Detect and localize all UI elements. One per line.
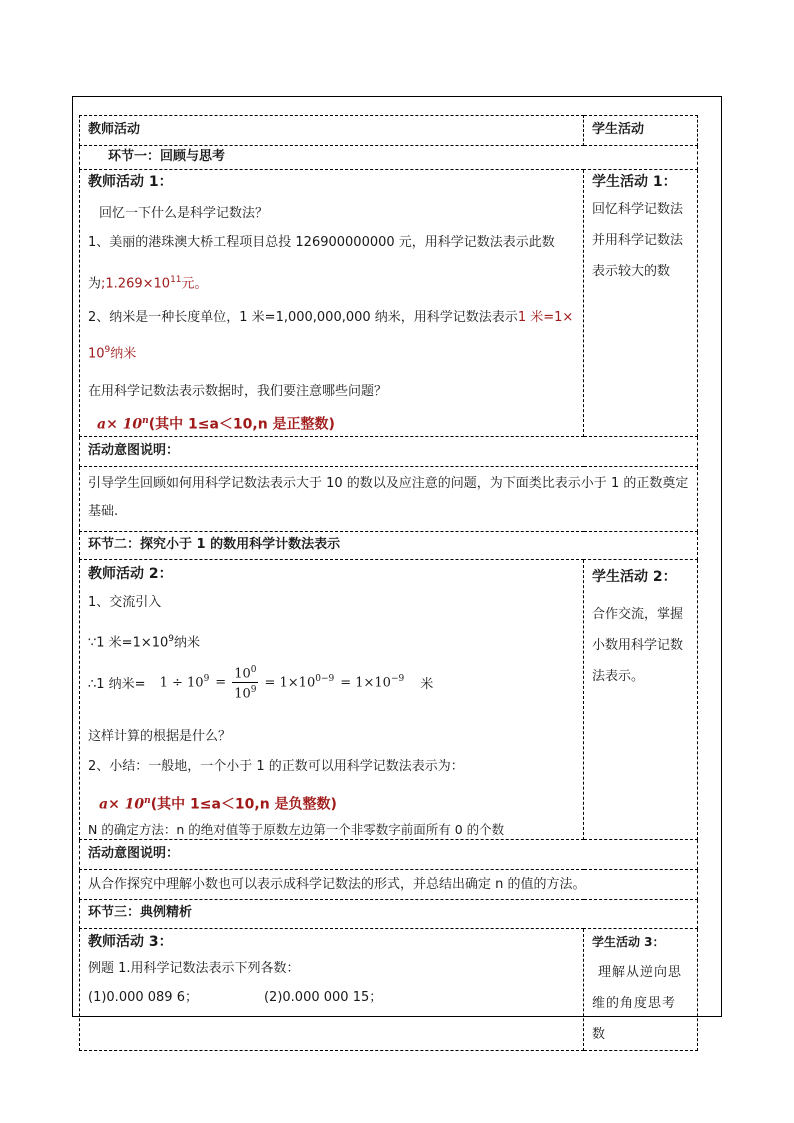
section-3-title-row: [80, 899, 698, 928]
section-2-teacher-cell: [80, 559, 584, 839]
section-2-formula-exp: n: [144, 796, 151, 807]
section-1-formula-note: (其中 1≤a＜10,n 是正整数): [148, 415, 335, 432]
section-1-student-line-2: 并用科学记数法: [592, 233, 684, 248]
section-2-p5: 2、小结：一般地，一个小于 1 的正数可以用科学记数法表示为：: [88, 759, 464, 775]
section-1-p3b: [88, 341, 575, 363]
section-2-frac-num-exp: 0: [250, 665, 257, 676]
section-3-student-cell: [584, 928, 698, 1050]
section-2-p1: 1、交流引入: [88, 594, 162, 610]
section-2-intent-row: [80, 869, 698, 899]
section-2-p3-calc-exp: 9: [203, 674, 210, 685]
section-2-frac-num-base: 10: [234, 666, 251, 682]
section-1-student-line-3: 表示较大的数: [592, 264, 671, 279]
section-3-student-line-1: 理解从逆向思: [598, 964, 683, 980]
section-1-p3a-text: 2、纳米是一种长度单位，1 米=1,000,000,000 纳米，用科学记数法表示: [88, 310, 518, 326]
section-2-student-line-3: 法表示。: [592, 668, 645, 684]
section-2-activity-row: [80, 559, 698, 839]
section-1-intent-title: 活动意图说明：: [80, 436, 698, 466]
section-2-student-cell: [584, 559, 698, 839]
section-3-p2: [88, 989, 575, 1007]
section-1-student-cell: [584, 170, 698, 437]
section-1-student-title: 学生活动 1：: [592, 174, 677, 190]
section-2-intent-title: 活动意图说明：: [80, 839, 698, 869]
section-1-intent-title-row: [80, 436, 698, 466]
section-1-p3a-red: 1 米=1×: [517, 310, 574, 326]
section-1-p2b-post: 元。: [181, 276, 208, 292]
section-3-title: 环节三：典例精析: [80, 899, 698, 928]
section-2-frac-den: [232, 683, 258, 701]
section-2-p3-calc: [160, 674, 210, 690]
section-1-intent-text: 引导学生回顾如何用科学记数法表示大于 10 的数以及应注意的问题，为下面类比表示小于 1 的正数奠定基础.: [80, 466, 698, 531]
section-3-teacher-cell: [80, 928, 584, 1050]
section-1-p2b-exp: 11: [170, 275, 182, 285]
section-2-p3-unit: 米: [420, 676, 434, 692]
section-3-student-line-2: 维的角度思考数: [592, 995, 677, 1042]
lesson-plan-table: [79, 115, 698, 1051]
section-2-intent-title-row: [80, 839, 698, 869]
section-2-p3-mid-base: = 1×10: [264, 675, 316, 691]
section-1-p3b-exp: 9: [104, 345, 111, 356]
section-2-p3-eq: =: [215, 674, 227, 690]
section-1-p2a: 1、美丽的港珠澳大桥工程项目总投 126900000000 元，用科学记数法表示此数: [88, 235, 555, 250]
section-2-intent-text: 从合作探究中理解小数也可以表示成科学记数法的形式，并总结出确定 n 的值的方法。: [80, 869, 698, 899]
section-1-p1: 回忆一下什么是科学记数法？: [99, 206, 269, 221]
header-teacher: 教师活动: [80, 116, 584, 146]
section-1-p2b-value: 1.269×10: [105, 276, 171, 292]
section-2-p3-end-base: = 1×10: [340, 675, 391, 691]
header-row: [80, 116, 698, 146]
section-2-p2: [88, 630, 575, 652]
section-2-fraction: [232, 663, 258, 701]
section-2-p2-post: 纳米: [174, 635, 201, 651]
section-2-formula: [88, 790, 575, 816]
section-2-title: 环节二：探究小于 1 的数用科学计数法表示: [80, 531, 698, 559]
section-1-activity-row: [80, 170, 698, 437]
section-1-teacher-cell: [80, 170, 584, 437]
section-3-p2a: (1)0.000 089 6；: [88, 989, 198, 1005]
section-2-student-line-1: 合作交流，掌握: [592, 606, 684, 622]
section-2-p3: [88, 662, 575, 702]
section-3-p1: 例题 1.用科学记数法表示下列各数：: [88, 960, 300, 976]
section-2-p4: 这样计算的根据是什么？: [88, 729, 232, 745]
section-1-title-row: [80, 146, 698, 170]
section-1-student-line-1: 回忆科学记数法: [592, 202, 684, 217]
section-2-p2-exp: 9: [168, 633, 175, 644]
section-3-p2b: (2)0.000 000 15；: [263, 989, 383, 1005]
section-2-formula-base: a× 10: [99, 796, 145, 813]
section-3-activity-row: [80, 928, 698, 1050]
section-2-frac-num: [232, 663, 258, 682]
section-3-student-title: 学生活动 3：: [592, 934, 665, 949]
section-2-title-row: [80, 531, 698, 559]
section-2-p3-pre: ∴1 纳米=: [88, 676, 146, 692]
section-1-p2b-pre: 为: [88, 276, 102, 292]
section-1-p3b-post: 纳米: [110, 346, 137, 362]
section-2-p6: N 的确定方法：n 的绝对值等于原数左边第一个非零数字前面所有 0 的个数: [88, 821, 505, 837]
section-2-frac-den-exp: 9: [250, 684, 257, 695]
section-1-p3b-base: 10: [88, 346, 105, 362]
section-3-teacher-title: 教师活动 3：: [88, 933, 173, 950]
section-2-p2-pre: ∵1 米=1×10: [88, 635, 169, 651]
section-2-p3-end: [340, 674, 404, 690]
section-1-formula-base: a× 10: [97, 415, 143, 432]
section-2-p3-calc-base: 1 ÷ 10: [159, 675, 204, 691]
section-1-title: 环节一：回顾与思考: [80, 146, 698, 170]
section-2-student-line-2: 小数用科学记数: [592, 637, 684, 653]
section-1-p2b: 为$;1.269\times 10^{11}$元。: [88, 275, 208, 292]
section-1-p3a: [88, 309, 575, 327]
section-2-student-title: 学生活动 2：: [592, 568, 677, 585]
section-1-formula-exp: n: [142, 415, 149, 426]
section-1-teacher-title: 教师活动 1：: [88, 174, 173, 190]
header-student: 学生活动: [584, 116, 698, 146]
section-2-p3-mid-exp: 0−9: [315, 674, 335, 685]
section-2-p3-mid: [264, 674, 334, 690]
section-1-formula: [88, 410, 575, 436]
section-2-teacher-title: 教师活动 2：: [88, 565, 173, 582]
section-1-intent-row: [80, 466, 698, 531]
section-2-p3-end-exp: −9: [390, 674, 405, 685]
section-2-formula-note: (其中 1≤a＜10,n 是负整数): [150, 796, 337, 813]
section-2-frac-den-base: 10: [234, 686, 251, 702]
section-1-p4: 在用科学记数法表示数据时，我们要注意哪些问题？: [88, 383, 388, 399]
